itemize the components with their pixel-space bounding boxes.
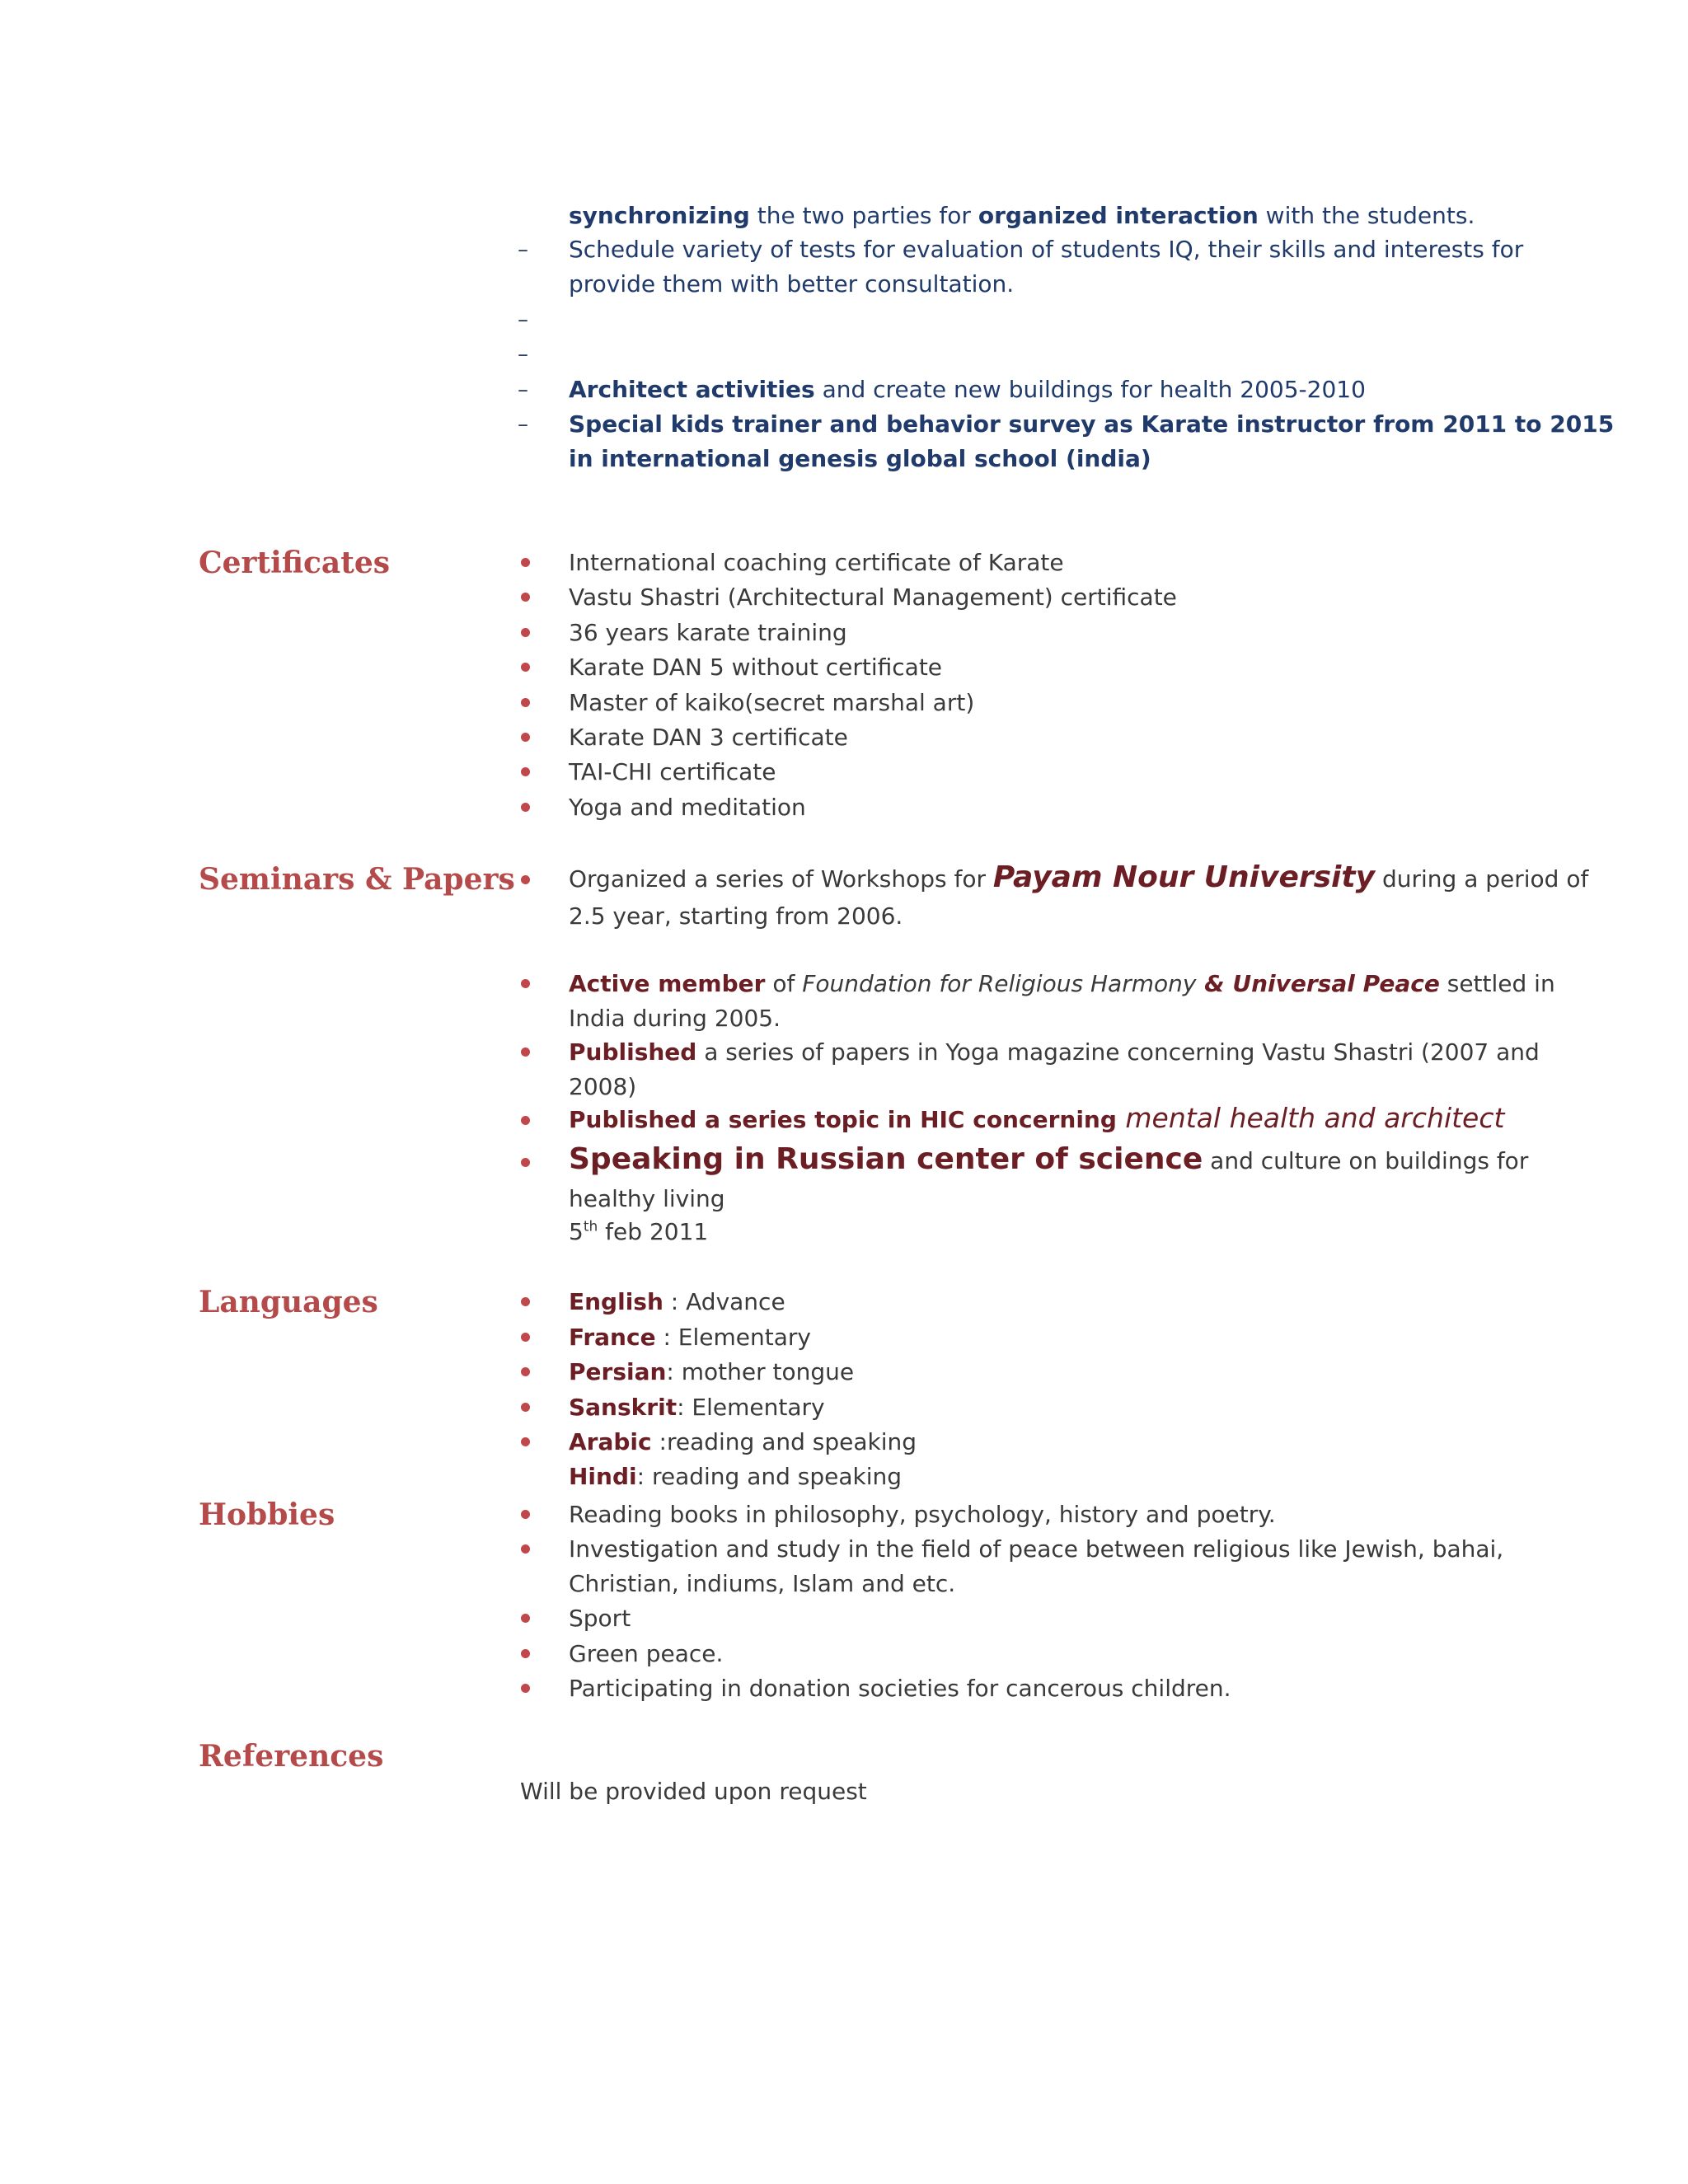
seminar-published-line-1 (569, 1038, 1540, 1066)
language-name: Hindi (569, 1463, 637, 1490)
bullet (521, 1614, 530, 1623)
hobby-item: Reading books in philosophy, psychology, history and poetry. (569, 1501, 1276, 1528)
date-day: 5 (569, 1218, 584, 1245)
bullet (521, 767, 530, 776)
experience-tests-line-2: provide them with better consultation. (569, 270, 1015, 298)
bullet (521, 803, 530, 812)
bullet (521, 1437, 530, 1446)
experience-text: with the students. (1258, 202, 1475, 229)
language-level: : mother tongue (666, 1358, 855, 1385)
architect-activities-text: Architect activities (569, 376, 815, 403)
languages-heading: Languages (199, 1285, 378, 1319)
speaking-russian-text: Speaking in Russian center of science (569, 1142, 1203, 1176)
seminar-text: during a period of (1375, 865, 1589, 893)
certificate-item: TAI-CHI certificate (569, 758, 776, 785)
seminars-heading: Seminars & Papers (199, 862, 515, 897)
hobbies-heading: Hobbies (199, 1497, 335, 1532)
language-name: Persian (569, 1358, 667, 1385)
bullet (521, 1544, 530, 1554)
certificate-item: International coaching certificate of Karate (569, 549, 1064, 576)
certificates-heading: Certificates (199, 546, 391, 580)
experience-line-1 (569, 202, 1475, 230)
certificate-item: Karate DAN 3 certificate (569, 724, 848, 751)
references-heading: References (199, 1739, 384, 1774)
seminar-published-line-2: 2008) (569, 1073, 637, 1100)
bullet (521, 558, 530, 567)
language-level: : Advance (663, 1288, 785, 1315)
language-item (569, 1428, 917, 1456)
experience-karate-line-2: in international genesis global school (india) (569, 445, 1151, 472)
seminar-published-hic (569, 1104, 1504, 1134)
experience-architect (569, 376, 1366, 404)
bullet (521, 1367, 530, 1376)
foundation-text: Foundation for Religious Harmony (802, 970, 1197, 997)
bullet (521, 1333, 530, 1342)
mental-health-text: mental health and architect (1116, 1102, 1505, 1134)
language-item (569, 1324, 811, 1352)
bullet (521, 698, 530, 707)
published-text: Published (569, 1038, 697, 1066)
bullet (521, 1297, 530, 1306)
bullet (521, 1158, 530, 1167)
language-name: France (569, 1324, 656, 1351)
dash-marker: – (518, 412, 528, 437)
seminar-workshops-line-1 (569, 860, 1589, 894)
experience-text: the two parties for (749, 202, 978, 229)
dash-marker: – (518, 377, 528, 402)
organized-interaction-text: organized interaction (978, 202, 1259, 229)
published-hic-text: Published a series topic in HIC concerning (569, 1106, 1117, 1133)
seminar-text: settled in (1439, 970, 1555, 997)
active-member-text: Active member (569, 970, 766, 997)
language-level: : Elementary (677, 1394, 825, 1421)
language-name: Sanskrit (569, 1394, 678, 1421)
experience-tests-line-1: Schedule variety of tests for evaluation of students IQ, their skills and interests for (569, 236, 1524, 263)
language-item (569, 1358, 854, 1386)
bullet (521, 875, 530, 884)
experience-karate-line-1: Special kids trainer and behavior survey as Karate instructor from 2011 to 2015 (569, 410, 1615, 438)
bullet (521, 1684, 530, 1693)
seminar-text: of (765, 970, 803, 997)
language-item (569, 1394, 825, 1422)
language-level: :reading and speaking (651, 1428, 917, 1455)
date-rest: feb 2011 (598, 1218, 709, 1245)
bullet (521, 1649, 530, 1658)
payam-nour-university-text: Payam Nour University (992, 860, 1376, 894)
bullet (521, 628, 530, 637)
dash-marker: – (518, 237, 528, 262)
certificate-item: 36 years karate training (569, 619, 847, 646)
seminar-workshops-line-2: 2.5 year, starting from 2006. (569, 902, 903, 930)
bullet (521, 1116, 530, 1125)
language-item (569, 1463, 902, 1491)
certificate-item: Vastu Shastri (Architectural Management) certificate (569, 583, 1177, 611)
hobby-item: Green peace. (569, 1640, 724, 1667)
language-name: English (569, 1288, 663, 1315)
bullet (521, 1403, 530, 1412)
seminar-member-line-1 (569, 970, 1555, 998)
language-level: : reading and speaking (636, 1463, 903, 1490)
seminar-text: a series of papers in Yoga magazine concerning Vastu Shastri (2007 and (696, 1038, 1540, 1066)
seminar-member-line-2: India during 2005. (569, 1005, 781, 1032)
hobby-item: Sport (569, 1605, 631, 1632)
language-level: : Elementary (655, 1324, 811, 1351)
seminar-speaking-line-2: healthy living (569, 1185, 725, 1212)
experience-text: and create new buildings for health 2005-2010 (814, 376, 1366, 403)
synchronizing-text: synchronizing (569, 202, 750, 229)
certificate-item: Karate DAN 5 without certificate (569, 654, 943, 681)
seminar-speaking-date (569, 1218, 708, 1246)
bullet (521, 733, 530, 742)
seminar-speaking-line-1 (569, 1142, 1529, 1176)
references-text: Will be provided upon request (520, 1778, 867, 1805)
certificate-item: Yoga and meditation (569, 794, 806, 821)
bullet (521, 593, 530, 602)
bullet (521, 1510, 530, 1519)
date-suffix: th (583, 1218, 598, 1235)
seminar-text: Organized a series of Workshops for (569, 865, 993, 893)
seminar-text: and culture on buildings for (1203, 1147, 1529, 1174)
universal-peace-text: Universal Peace (1232, 970, 1440, 997)
ampersand-text: & (1196, 970, 1233, 997)
language-item (569, 1288, 785, 1316)
bullet (521, 663, 530, 672)
dash-marker: – (518, 307, 528, 332)
hobby-item-continued: Christian, indiums, Islam and etc. (569, 1570, 956, 1597)
hobby-item: Investigation and study in the field of peace between religious like Jewish, bahai, (569, 1535, 1504, 1563)
hobby-item: Participating in donation societies for cancerous children. (569, 1675, 1231, 1702)
bullet (521, 979, 530, 988)
bullet (521, 1047, 530, 1057)
certificate-item: Master of kaiko(secret marshal art) (569, 689, 975, 716)
language-name: Arabic (569, 1428, 652, 1455)
dash-marker: – (518, 342, 528, 367)
